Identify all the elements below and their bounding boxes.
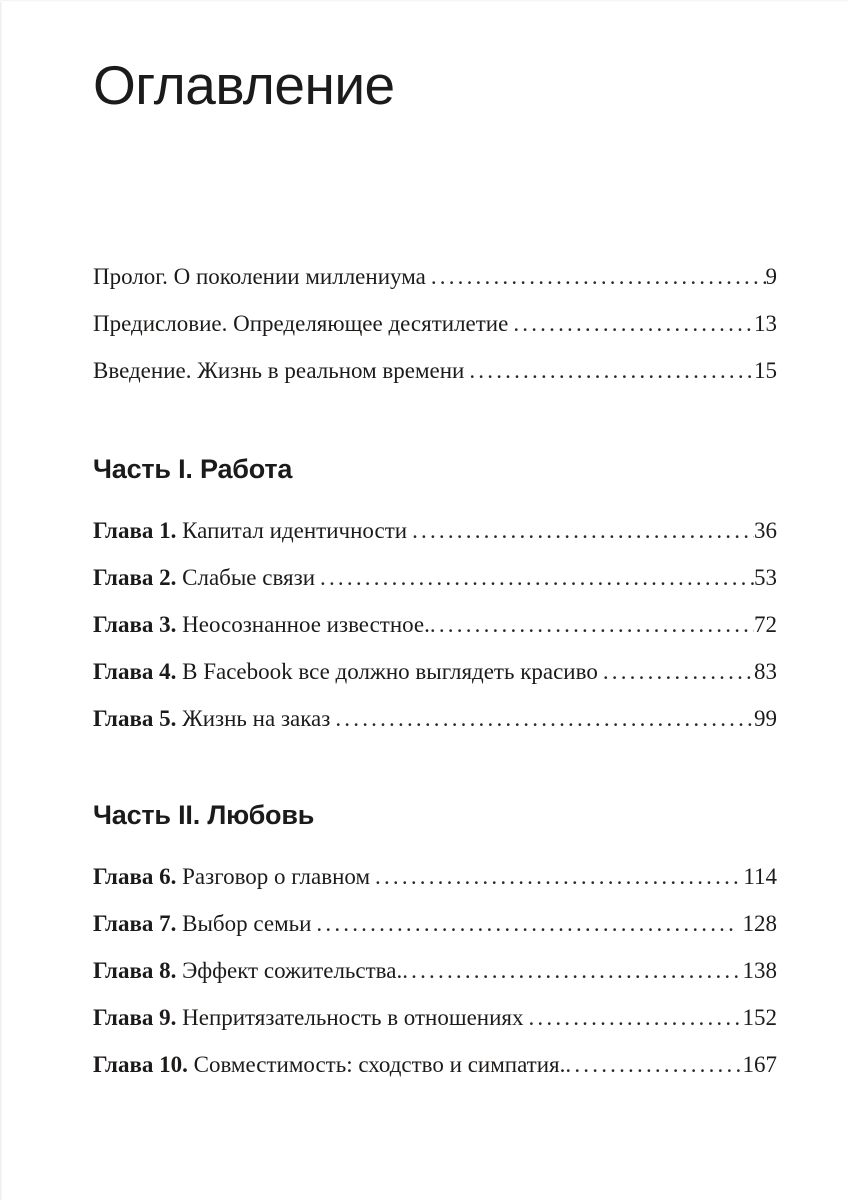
chapter-label: Глава 2. Слабые связи <box>93 565 316 590</box>
chapter-entry[interactable] <box>93 601 777 648</box>
chapter-entry[interactable] <box>93 1041 777 1088</box>
chapter-number: Глава 7. <box>93 911 177 936</box>
chapter-entry[interactable] <box>93 853 777 900</box>
chapter-label: Глава 6. Разговор о главном <box>93 864 371 889</box>
chapter-number: Глава 2. <box>93 565 177 590</box>
chapter-label: Глава 3. Неосознанное известное. <box>93 612 430 637</box>
chapter-entry[interactable] <box>93 947 777 994</box>
front-matter-entry[interactable] <box>93 300 777 347</box>
page-number: 152 <box>742 1005 777 1030</box>
page-number: 15 <box>754 358 777 383</box>
parts-list <box>93 456 777 1088</box>
page-number: 36 <box>754 518 777 543</box>
page-number: 72 <box>754 612 777 637</box>
chapter-number: Глава 6. <box>93 864 177 889</box>
part-heading: Часть II. Любовь <box>93 800 315 830</box>
chapter-entry[interactable] <box>93 695 777 742</box>
dot-leader <box>565 1041 742 1088</box>
chapter-label: Глава 5. Жизнь на заказ <box>93 706 331 731</box>
chapter-label: Глава 4. В Facebook все должно выглядеть красиво <box>93 659 598 684</box>
part-section <box>93 456 777 742</box>
chapter-number: Глава 9. <box>93 1005 177 1030</box>
dot-leader <box>335 695 754 742</box>
chapter-number: Глава 4. <box>93 659 177 684</box>
chapter-label: Глава 9. Непритязательность в отношениях <box>93 1005 524 1030</box>
toc-content <box>93 0 777 1088</box>
chapter-number: Глава 3. <box>93 612 177 637</box>
chapter-entry[interactable] <box>93 994 777 1041</box>
chapter-label: Глава 10. Совместимость: сходство и симпатия. <box>93 1052 566 1077</box>
chapter-entry[interactable] <box>93 507 777 554</box>
page-number: 128 <box>742 911 777 936</box>
chapter-entry[interactable] <box>93 900 777 947</box>
page-title: Оглавление <box>93 54 395 116</box>
chapter-number: Глава 1. <box>93 518 177 543</box>
toc-entry-label: Введение. Жизнь в реальном времени <box>93 358 465 383</box>
dot-leader <box>320 554 754 601</box>
page-number: 114 <box>743 864 777 889</box>
chapter-label: Глава 8. Эффект сожительства. <box>93 958 403 983</box>
chapter-entry[interactable] <box>93 554 777 601</box>
front-matter-list <box>93 253 777 394</box>
dot-leader <box>603 648 754 695</box>
chapter-number: Глава 5. <box>93 706 177 731</box>
dot-leader <box>412 507 754 554</box>
page-number: 9 <box>765 264 777 289</box>
scan-edge-left <box>0 0 3 1200</box>
dot-leader <box>513 300 754 347</box>
front-matter-entry[interactable] <box>93 347 777 394</box>
chapter-entry[interactable] <box>93 648 777 695</box>
dot-leader <box>402 947 742 994</box>
page-number: 99 <box>754 706 777 731</box>
page-number: 53 <box>754 565 777 590</box>
chapter-label: Глава 1. Капитал идентичности <box>93 518 408 543</box>
part-heading: Часть I. Работа <box>93 454 293 484</box>
toc-entry-label: Предисловие. Определяющее десятилетие <box>93 311 509 336</box>
toc-entry-label: Пролог. О поколении миллениума <box>93 264 426 289</box>
page-number: 83 <box>754 659 777 684</box>
dot-leader <box>375 853 743 900</box>
dot-leader <box>316 900 733 947</box>
page-number: 167 <box>742 1052 777 1077</box>
page-number: 13 <box>754 311 777 336</box>
dot-leader <box>469 347 754 394</box>
front-matter-entry[interactable] <box>93 253 777 300</box>
part-section <box>93 802 777 1088</box>
dot-leader <box>430 601 754 648</box>
chapter-number: Глава 8. <box>93 958 177 983</box>
chapter-number: Глава 10. <box>93 1052 188 1077</box>
dot-leader <box>431 253 766 300</box>
dot-leader <box>528 994 742 1041</box>
page-number: 138 <box>742 958 777 983</box>
chapter-label: Глава 7. Выбор семьи <box>93 911 312 936</box>
